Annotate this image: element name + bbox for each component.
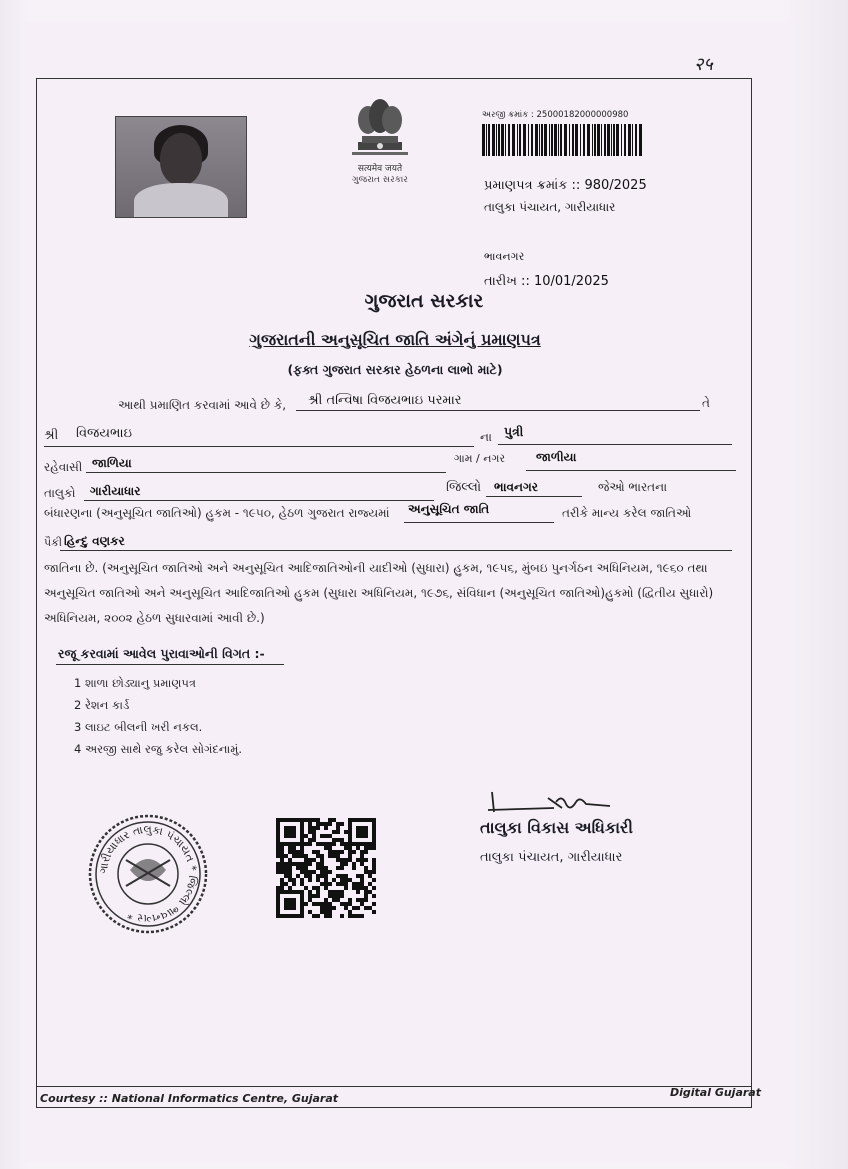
evidence-item: 4 અરજી સાથે રજુ કરેલ સોગંદનામું. [74,742,243,756]
village-label: ગામ / નગર [454,452,506,465]
footer-divider [36,1086,752,1087]
legal-paragraph-line-2: અનુસૂચિત જાતિઓ અને અનુસૂચિત આદિજાતિઓ હુકમ (સુધારા અધિનિયમ, ૧૯૭૬, સંવિધાન (અનુસૂચિત જાતિઓ)હુકમો (દ્વિતીય સુધારો) [44,586,714,600]
father-underline [44,446,474,447]
residence-value: જાળિયા [92,456,132,470]
village-value: જાળીયા [536,450,577,464]
emblem-motto: सत्यमेव जयते [357,164,403,174]
legal-paragraph-line-1: જાતિના છે. (અનુસૂચિત જાતિઓ અને અનુસૂચિત આદિજાતિઓની યાદીઓ (સુધારા) હુકમ, ૧૯૫૬, મુંબઇ પુનર્ગઠન અધિનિયમ, ૧૯૬૦ તથા [44,561,708,575]
issuing-office: તાલુકા પંચાયત, ગારીયાધાર [484,200,616,214]
taluka-value: ગારીયાધાર [90,484,141,498]
shri-label: શ્રી [44,428,59,443]
taluka-label: તાલુકો [44,486,76,500]
issue-date: તારીખ :: 10/01/2025 [484,274,609,289]
category-underline [404,522,554,523]
father-name: વિજયભાઇ [76,426,132,441]
applicant-photo [115,116,247,218]
official-seal-icon [86,812,210,936]
na-label: ના [480,430,492,444]
legal-paragraph-line-3: અધિનિયમ, ૨૦૦૨ હેઠળ સુધારવામાં આવી છે.) [44,611,265,625]
caste-value: હિન્દુ વણકર [64,534,125,548]
india-suffix: જેઓ ભારતના [598,480,668,494]
certificate-note: (ફક્ત ગુજરાત સરકાર હેઠળના લાભો માટે) [287,362,503,377]
category-value: અનુસૂચિત જાતિ [408,502,490,516]
category-suffix: તરીકે માન્ય કરેલ જાતિઓ [562,506,692,520]
relation: પુત્રી [504,424,524,439]
evidence-item: 1 શાળા છોડ્યાનુ પ્રમાણપત્ર [74,676,196,690]
certify-prefix: આથી પ્રમાણિત કરવામાં આવે છે કે, [118,398,287,412]
footer-digital-gujarat: Digital Gujarat [670,1086,761,1099]
seal-text: ગારીયાધાર તાલુકા પંચાયત * જિલ્લો ભાવનગર * [96,822,200,926]
evidence-item: 3 લાઇટ બીલની ખરી નકલ. [74,720,203,734]
photo-shoulders [134,183,228,218]
state-emblem-icon [340,90,420,160]
taluka-underline [84,500,434,501]
residence-label: રહેવાસી [44,460,83,474]
barcode-icon [482,124,642,156]
qr-code-icon [276,818,376,918]
district-underline [486,496,582,497]
certificate-title: ગુજરાતની અનુસૂચિત જાતિ અંગેનું પ્રમાણપત્ર [249,330,541,349]
issuing-district: ભાવનગર [484,250,525,263]
residence-underline [86,472,446,473]
caste-underline [60,550,732,551]
district-value: ભાવનગર [494,480,538,494]
signatory-title: તાલુકા વિકાસ અધિકારી [480,818,633,837]
peta-label: પૈકી [44,536,63,549]
application-number: અરજી ક્રમાંક : 25000182000000980 [482,110,629,120]
constitution-text: બંધારણના (અનુસૂચિત જાતિઓ) હુકમ - ૧૯૫૦, હેઠળ ગુજરાત રાજ્યમાં [44,506,390,520]
evidence-underline [56,664,284,665]
title-gujarat-sarkar: ગુજરાત સરકાર [364,290,484,312]
village-underline [526,470,736,471]
evidence-item: 2 રેશન કાર્ડ [74,698,130,712]
applicant-name: શ્રી તન્વિષા વિજયભાઇ પરમાર [308,393,462,408]
evidence-heading: રજૂ કરવામાં આવેલ પુરાવાઓની વિગત :- [58,646,265,661]
page-number-mark: २५ [694,54,713,75]
certificate-number: પ્રમાણપત્ર ક્રમાંક :: 980/2025 [484,178,647,193]
relation-underline [498,444,732,445]
footer-courtesy: Courtesy :: National Informatics Centre, Gujarat [40,1092,339,1105]
photo-face [160,133,202,185]
signature-icon [484,788,614,818]
emblem-gujarat-sarkar: ગુજરાત સરકાર [352,175,408,185]
district-label: જિલ્લો [446,480,482,495]
name-suffix: તે [702,396,710,410]
emblem-caption [330,164,430,186]
name-underline [296,410,700,411]
signatory-office: તાલુકા પંચાયત, ગારીયાધાર [480,850,623,865]
